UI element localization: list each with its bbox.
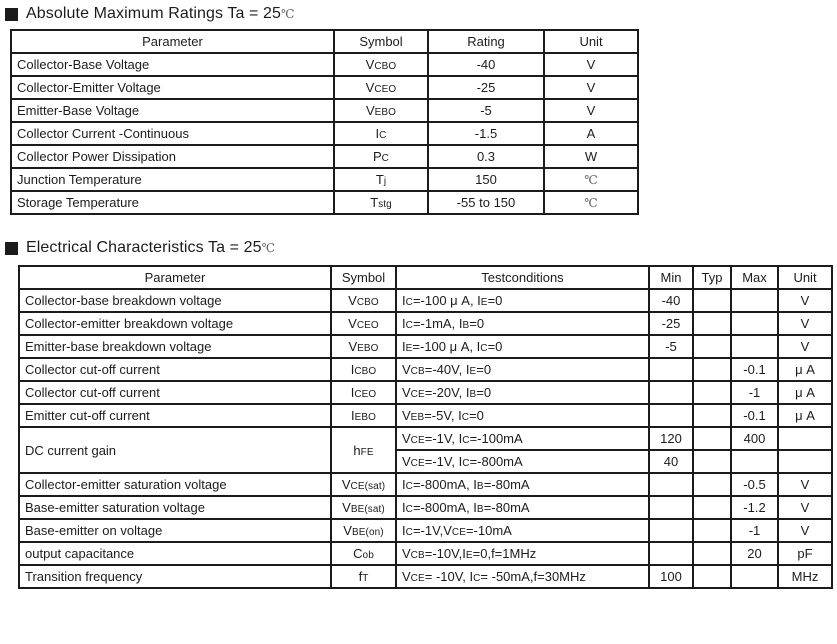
cell-parameter: Emitter cut-off current	[19, 404, 331, 427]
cell-typ	[693, 381, 731, 404]
cell-unit: V	[778, 473, 832, 496]
cell-unit: μ A	[778, 358, 832, 381]
table-row	[19, 427, 832, 450]
cell-max: 400	[731, 427, 778, 450]
cell-min: -25	[649, 312, 693, 335]
celsius-symbol: ℃	[584, 173, 598, 187]
cell-symbol: ICEO	[331, 381, 396, 404]
column-header-max: Max	[731, 266, 778, 289]
section-absolute-maximum-ratings	[0, 5, 837, 215]
cell-typ	[693, 358, 731, 381]
cell-unit: A	[544, 122, 638, 145]
cell-unit: V	[544, 53, 638, 76]
cell-typ	[693, 335, 731, 358]
cell-parameter: Collector-emitter saturation voltage	[19, 473, 331, 496]
section-title-text: Electrical Characteristics Ta = 25℃	[26, 239, 276, 256]
cell-typ	[693, 427, 731, 450]
cell-symbol: ICBO	[331, 358, 396, 381]
cell-min: 40	[649, 450, 693, 473]
header-row	[19, 266, 832, 289]
cell-parameter: Collector-emitter breakdown voltage	[19, 312, 331, 335]
table-row	[11, 76, 638, 99]
section-heading	[5, 239, 837, 257]
cell-min	[649, 404, 693, 427]
table-row	[11, 191, 638, 214]
column-header-rating: Rating	[428, 30, 544, 53]
table-row	[19, 312, 832, 335]
cell-unit	[544, 191, 638, 214]
cell-max	[731, 289, 778, 312]
cell-typ	[693, 519, 731, 542]
column-header-symbol: Symbol	[331, 266, 396, 289]
cell-symbol: Tstg	[334, 191, 428, 214]
cell-min	[649, 473, 693, 496]
cell-parameter: Collector-Emitter Voltage	[11, 76, 334, 99]
cell-parameter: output capacitance	[19, 542, 331, 565]
cell-symbol: IEBO	[331, 404, 396, 427]
cell-testconditions: VCE=-20V, IB=0	[396, 381, 649, 404]
column-header-min: Min	[649, 266, 693, 289]
cell-symbol: Cob	[331, 542, 396, 565]
column-header-symbol: Symbol	[334, 30, 428, 53]
black-square-icon	[5, 8, 18, 21]
cell-max	[731, 450, 778, 473]
table-row	[11, 122, 638, 145]
cell-rating: 0.3	[428, 145, 544, 168]
cell-unit: V	[544, 76, 638, 99]
cell-symbol: VCEO	[334, 76, 428, 99]
cell-max: -1	[731, 381, 778, 404]
cell-unit: V	[544, 99, 638, 122]
cell-parameter: Storage Temperature	[11, 191, 334, 214]
cell-symbol: Tj	[334, 168, 428, 191]
cell-symbol: PC	[334, 145, 428, 168]
cell-parameter: Junction Temperature	[11, 168, 334, 191]
table-row	[19, 381, 832, 404]
cell-rating: -40	[428, 53, 544, 76]
cell-max	[731, 565, 778, 588]
table-row	[11, 99, 638, 122]
cell-unit: pF	[778, 542, 832, 565]
cell-parameter: Emitter-Base Voltage	[11, 99, 334, 122]
cell-rating: -55 to 150	[428, 191, 544, 214]
table-row	[19, 358, 832, 381]
table-row	[11, 168, 638, 191]
cell-unit: W	[544, 145, 638, 168]
column-header-parameter: Parameter	[19, 266, 331, 289]
cell-testconditions: VEB=-5V, IC=0	[396, 404, 649, 427]
cell-typ	[693, 289, 731, 312]
table-row	[11, 145, 638, 168]
cell-symbol: IC	[334, 122, 428, 145]
table-row	[11, 53, 638, 76]
cell-testconditions: VCE=-1V, IC=-100mA	[396, 427, 649, 450]
cell-parameter: Base-emitter on voltage	[19, 519, 331, 542]
column-header-parameter: Parameter	[11, 30, 334, 53]
column-header-unit: Unit	[544, 30, 638, 53]
celsius-symbol: ℃	[281, 7, 295, 21]
section-heading	[5, 5, 837, 23]
cell-max: 20	[731, 542, 778, 565]
cell-parameter: Collector Power Dissipation	[11, 145, 334, 168]
electrical-characteristics-table	[18, 265, 833, 589]
celsius-symbol: ℃	[584, 196, 598, 210]
cell-testconditions: IC=-1mA, IB=0	[396, 312, 649, 335]
cell-testconditions: VCE=-1V, IC=-800mA	[396, 450, 649, 473]
cell-testconditions: VCE= -10V, IC= -50mA,f=30MHz	[396, 565, 649, 588]
cell-parameter: Emitter-base breakdown voltage	[19, 335, 331, 358]
cell-rating: -5	[428, 99, 544, 122]
cell-testconditions: IC=-800mA, IB=-80mA	[396, 496, 649, 519]
cell-max: -1	[731, 519, 778, 542]
table-row	[19, 496, 832, 519]
cell-symbol: VEBO	[331, 335, 396, 358]
table-row	[19, 542, 832, 565]
cell-max: -0.1	[731, 358, 778, 381]
cell-testconditions: VCB=-40V, IE=0	[396, 358, 649, 381]
cell-parameter: Base-emitter saturation voltage	[19, 496, 331, 519]
cell-unit: V	[778, 519, 832, 542]
cell-testconditions: IC=-100 μ A, IE=0	[396, 289, 649, 312]
table-row	[19, 335, 832, 358]
section-title-text: Absolute Maximum Ratings Ta = 25℃	[26, 5, 295, 22]
cell-min	[649, 519, 693, 542]
cell-unit: V	[778, 335, 832, 358]
cell-min: -5	[649, 335, 693, 358]
cell-unit: V	[778, 496, 832, 519]
cell-max: -0.5	[731, 473, 778, 496]
cell-typ	[693, 473, 731, 496]
cell-min	[649, 381, 693, 404]
table-row	[19, 289, 832, 312]
cell-typ	[693, 312, 731, 335]
black-square-icon	[5, 242, 18, 255]
table-row	[19, 473, 832, 496]
cell-typ	[693, 565, 731, 588]
cell-min: -40	[649, 289, 693, 312]
cell-testconditions: IE=-100 μ A, IC=0	[396, 335, 649, 358]
cell-testconditions: IC=-800mA, IB=-80mA	[396, 473, 649, 496]
cell-unit: V	[778, 312, 832, 335]
cell-min	[649, 542, 693, 565]
cell-parameter: Collector cut-off current	[19, 381, 331, 404]
cell-testconditions: IC=-1V,VCE=-10mA	[396, 519, 649, 542]
column-header-unit: Unit	[778, 266, 832, 289]
cell-typ	[693, 450, 731, 473]
cell-symbol: hFE	[331, 427, 396, 473]
cell-symbol: VCEO	[331, 312, 396, 335]
absolute-maximum-ratings-table	[10, 29, 639, 215]
column-header-testconditions: Testconditions	[396, 266, 649, 289]
cell-rating: -25	[428, 76, 544, 99]
table-row	[19, 519, 832, 542]
cell-unit: μ A	[778, 404, 832, 427]
cell-unit	[778, 427, 832, 450]
table-row	[19, 404, 832, 427]
cell-max: -0.1	[731, 404, 778, 427]
cell-symbol: VBE(sat)	[331, 496, 396, 519]
section-electrical-characteristics	[0, 239, 837, 589]
cell-unit: MHz	[778, 565, 832, 588]
cell-min: 120	[649, 427, 693, 450]
cell-max	[731, 335, 778, 358]
cell-min	[649, 358, 693, 381]
cell-unit	[778, 450, 832, 473]
cell-typ	[693, 404, 731, 427]
header-row	[11, 30, 638, 53]
column-header-typ: Typ	[693, 266, 731, 289]
cell-symbol: VCBO	[334, 53, 428, 76]
cell-parameter: Transition frequency	[19, 565, 331, 588]
cell-parameter: Collector-Base Voltage	[11, 53, 334, 76]
cell-parameter: Collector Current -Continuous	[11, 122, 334, 145]
cell-min: 100	[649, 565, 693, 588]
cell-typ	[693, 542, 731, 565]
cell-symbol: fT	[331, 565, 396, 588]
cell-max: -1.2	[731, 496, 778, 519]
cell-parameter: DC current gain	[19, 427, 331, 473]
celsius-symbol: ℃	[261, 241, 276, 255]
cell-unit: μ A	[778, 381, 832, 404]
cell-testconditions: VCB=-10V,IE=0,f=1MHz	[396, 542, 649, 565]
cell-max	[731, 312, 778, 335]
cell-min	[649, 496, 693, 519]
cell-unit: V	[778, 289, 832, 312]
table-row	[19, 565, 832, 588]
cell-parameter: Collector cut-off current	[19, 358, 331, 381]
cell-parameter: Collector-base breakdown voltage	[19, 289, 331, 312]
cell-symbol: VCBO	[331, 289, 396, 312]
cell-rating: -1.5	[428, 122, 544, 145]
cell-typ	[693, 496, 731, 519]
cell-symbol: VBE(on)	[331, 519, 396, 542]
cell-rating: 150	[428, 168, 544, 191]
cell-unit	[544, 168, 638, 191]
cell-symbol: VEBO	[334, 99, 428, 122]
cell-symbol: VCE(sat)	[331, 473, 396, 496]
